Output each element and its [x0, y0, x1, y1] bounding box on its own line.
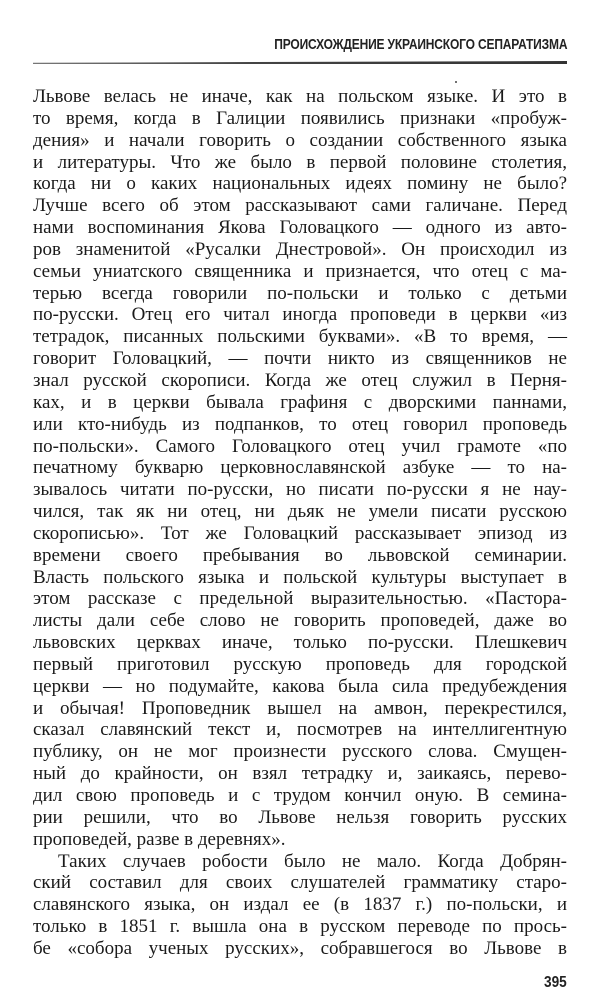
body-text — [33, 86, 567, 960]
text-line: славянского языка, он издал ее (в 1837 г.) по-польски, и — [33, 894, 567, 916]
text-line: или кто-нибудь из подпанков, то отец говорил проповедь — [33, 413, 567, 435]
text-line: рии решили, что во Львове нельзя говорить русских — [33, 806, 567, 828]
text-line: этом рассказе с предельной выразительностью. «Пастора- — [33, 588, 567, 610]
text-line: сказал славянский текст и, посмотрев на интеллигентную — [33, 719, 567, 741]
header-rule — [33, 61, 567, 64]
text-line: скорописью». Тот же Головацкий рассказывает эпизод из — [33, 522, 567, 544]
text-line: Львове велась не иначе, как на польском языке. И это в — [33, 86, 567, 107]
text-line: ский составил для своих слушателей грамматику старо- — [33, 872, 567, 894]
text-line: Лучше всего об этом рассказывают сами галичане. Перед — [33, 195, 567, 217]
text-line: только в 1851 г. вышла она в русском переводе по прось- — [33, 916, 567, 938]
running-head-title: ПРОИСХОЖДЕНИЕ УКРАИНСКОГО СЕПАРАТИЗМА — [273, 36, 567, 53]
text-line: тетрадок, писанных польскими буквами». «В то время, — — [33, 326, 567, 348]
text-line: дения» и начали говорить о создании собственного языка — [33, 129, 567, 151]
text-line: львовских церквах иначе, только по-русски. Плешкевич — [33, 632, 567, 654]
text-line: ный до крайности, он взял тетрадку и, заикаясь, перево- — [33, 763, 567, 785]
text-line: чился, так як ни отец, ни дьяк не умели писати русскою — [33, 501, 567, 523]
text-line: листы дали себе слово не говорить проповедей, даже во — [33, 610, 567, 632]
text-line: по-польски». Самого Головацкого отец учил грамоте «по — [33, 435, 567, 457]
text-line: времени своего пребывания во львовской семинарии. — [33, 544, 567, 566]
text-line: по-русски. Отец его читал иногда проповеди в церкви «из — [33, 304, 567, 326]
text-line: Власть польского языка и польской культуры выступает в — [33, 566, 567, 588]
text-line: Таких случаев робости было не мало. Когда Добрян- — [58, 850, 567, 872]
scan-speck — [455, 81, 457, 83]
text-line: зывалось читати по-русски, но писати по-русски я не нау- — [33, 479, 567, 501]
text-line: печатному букварю церковнославянской азбуке — то на- — [33, 457, 567, 479]
text-line: церкви — но подумайте, какова была сила предубеждения — [33, 675, 567, 697]
text-line: и литературы. Что же было в первой половине столетия, — [33, 151, 567, 173]
page-number: 395 — [544, 974, 567, 991]
text-line: бе «собора ученых русских», собравшегося во Львове в — [33, 937, 567, 959]
text-line: когда ни о каких национальных идеях помину не было? — [33, 173, 567, 195]
text-line: публику, он не мог произнести русского слова. Смущен- — [33, 741, 567, 763]
text-line: говорит Головацкий, — почти никто из священников не — [33, 348, 567, 370]
text-line: и обычая! Проповедник вышел на амвон, перекрестился, — [33, 697, 567, 719]
text-line: дил свою проповедь и с трудом кончил оную. В семина- — [33, 785, 567, 806]
text-line: проповедей, разве в деревнях». — [33, 828, 286, 850]
text-line: ров знаменитой «Русалки Днестровой». Он происходил из — [33, 238, 567, 260]
text-line: то время, когда в Галиции появились признаки «пробуж- — [33, 107, 567, 129]
text-line: первый приготовил русскую проповедь для городской — [33, 653, 567, 675]
text-line: терью всегда говорили по-польски и только с детьми — [33, 282, 567, 304]
text-line: семьи униатского священника и признается, что отец с ма- — [33, 260, 567, 282]
text-line: нами воспоминания Якова Головацкого — одного из авто- — [33, 217, 567, 239]
text-line: знал русской скорописи. Когда же отец служил в Перня- — [33, 369, 567, 391]
text-line: ках, и в церкви бывала графиня с дворскими паннами, — [33, 391, 567, 413]
